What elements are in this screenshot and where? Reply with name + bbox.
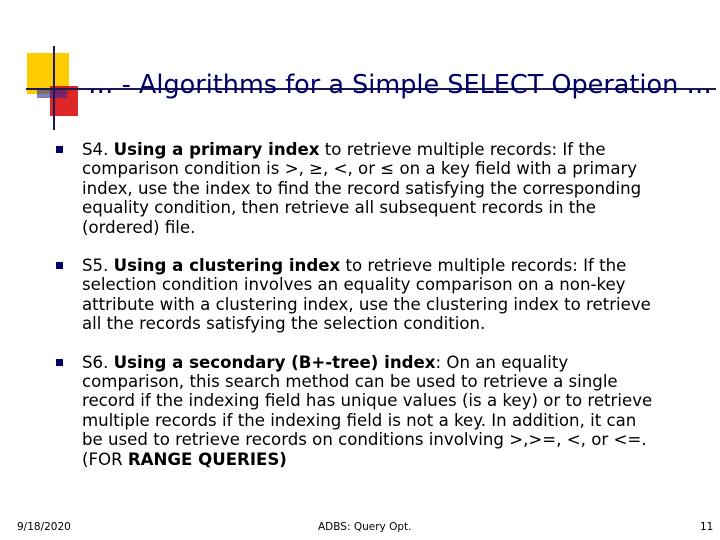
bullet-item-s4 xyxy=(52,140,662,237)
bullet-bold-term: Using a primary index xyxy=(113,140,320,159)
bullet-marker-icon xyxy=(56,146,63,153)
slide-title: … - Algorithms for a Simple SELECT Operation … xyxy=(88,70,712,100)
bullet-text: to retrieve multiple records: If the comparison condition is >, ≥, <, or ≤ on a key field with a primary index, use the index to find the record satisfying the corresponding equality condition, then retrieve all subsequent records in the (ordered) file. xyxy=(82,140,642,237)
bullet-text: to retrieve multiple records: If the selection condition involves an equality comparison on a non-key attribute with a clustering index, use the clustering index to retrieve all the records satisfying the selection condition. xyxy=(82,256,651,334)
footer-date: 9/18/2020 xyxy=(17,521,71,533)
bullet-lead: S4. xyxy=(82,140,114,159)
bullet-item-s5 xyxy=(52,256,662,334)
footer-page-number: 11 xyxy=(700,521,714,533)
footer-title: ADBS: Query Opt. xyxy=(318,521,412,533)
decor-blue-bar xyxy=(37,90,67,98)
bullet-marker-icon xyxy=(56,262,63,269)
bullet-bold-range-queries: RANGE QUERIES) xyxy=(127,449,287,469)
bullet-bold-term: Using a clustering index xyxy=(113,256,341,276)
bullet-bold-term: Using a secondary (B+-tree) index xyxy=(113,352,436,372)
bullet-marker-icon xyxy=(56,359,63,366)
bullet-lead: S5. xyxy=(82,256,114,276)
bullet-text: : On an equality comparison, this search method can be used to retrieve a single record if the indexing field has unique values (is a key) or to retrieve multiple records if the indexing field is not a key. In addition, it can be used to retrieve records on conditions involving >,>=, <, or <=. (FOR xyxy=(82,352,653,469)
bullet-item-s6 xyxy=(52,353,662,469)
bullet-lead: S6. xyxy=(82,352,114,372)
bullet-list xyxy=(52,140,662,469)
